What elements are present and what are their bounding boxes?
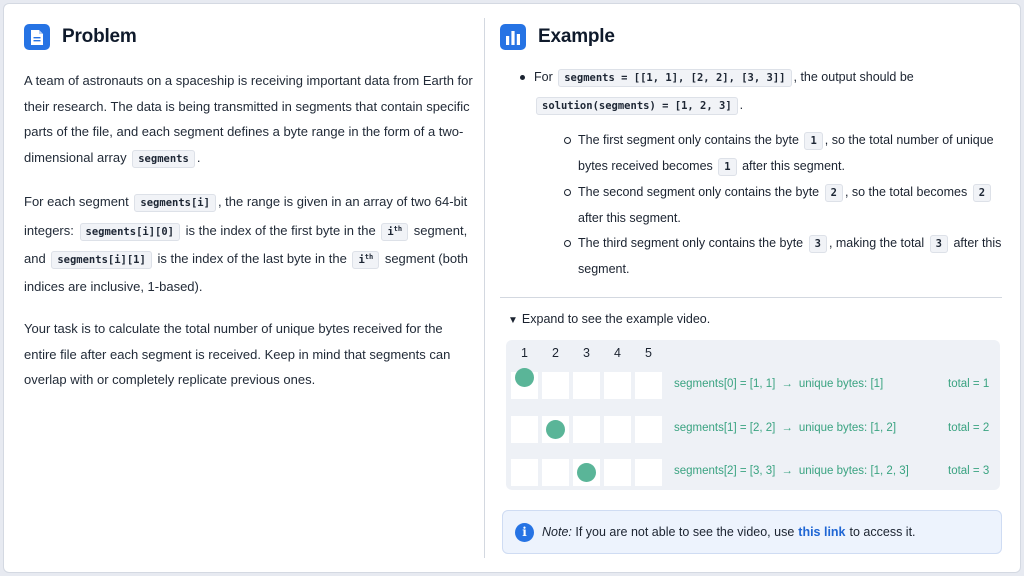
note-label: Note: — [542, 525, 572, 539]
example-pane — [500, 18, 1004, 282]
grid-cell — [635, 372, 662, 399]
grid-cell — [573, 416, 600, 443]
grid-cell — [604, 416, 631, 443]
arrow-right-icon: → — [781, 422, 793, 434]
code-byte: 3 — [809, 235, 827, 253]
grid-column-number: 1 — [521, 346, 528, 360]
grid-column-number: 2 — [552, 346, 559, 360]
subitem-text: The third segment only contains the byte — [578, 236, 804, 250]
page-frame — [3, 3, 1021, 573]
code-segments: segments — [132, 150, 195, 168]
code-total: 2 — [973, 184, 991, 202]
example-subitem — [500, 231, 1004, 282]
grid-cell — [604, 372, 631, 399]
problem-paragraph-3: Your task is to calculate the total number of unique bytes received for the entire file after each segment is received. Keep in mind that segments can overlap with or completely replicate previous ones. — [24, 321, 451, 387]
grid-column-number: 5 — [645, 346, 652, 360]
subitem-text: The first segment only contains the byte — [578, 133, 799, 147]
video-row-text — [674, 378, 883, 390]
code-byte: 2 — [825, 184, 843, 202]
paragraph-text: For each segment — [24, 194, 129, 209]
video-equals: = — [736, 465, 750, 477]
paragraph-text: , the range is given in an array of two 64-bit integers: — [24, 194, 468, 238]
subitem-text: , making the total — [828, 236, 925, 250]
subitem-text: after this segment. — [578, 236, 1002, 276]
paragraph-text: is the index of the first byte in the — [185, 222, 376, 238]
received-byte-dot — [546, 420, 565, 439]
video-row-text — [674, 422, 896, 434]
code-ith-sup: th — [393, 224, 403, 233]
video-note — [502, 510, 1002, 554]
example-sublist — [500, 128, 1004, 282]
video-equals: = — [736, 422, 750, 434]
video-range: [2, 2] — [749, 422, 776, 434]
code-example-input: segments = [[1, 1], [2, 2], [3, 3]] — [558, 69, 791, 87]
paragraph-text: A team of astronauts on a spaceship is receiving important data from Earth for their research. The data is being transmitted in segments that contain specific parts of the file, and each segment defines a byte range in the form of a two-dimensional array — [24, 73, 473, 165]
pane-divider — [484, 18, 485, 558]
paragraph-text: is the index of the last byte in the — [157, 251, 347, 266]
subitem-text: , so the total becomes — [844, 185, 968, 199]
code-ith — [352, 251, 379, 269]
video-segment-label: segments[0] — [674, 378, 737, 390]
paragraph-text: segment (both indices are inclusive, 1-based). — [24, 251, 468, 294]
example-title: Example — [538, 26, 615, 47]
paragraph-text: . — [196, 149, 201, 165]
example-text: For — [534, 70, 553, 84]
example-text: . — [739, 98, 744, 112]
video-total: total = 2 — [948, 422, 990, 434]
grid-cell — [542, 459, 569, 486]
problem-paragraph-1 — [24, 68, 474, 172]
code-ith-base: i — [358, 254, 365, 266]
note-text: If you are not able to see the video, use — [575, 525, 795, 539]
subitem-text: , so the total number of unique bytes received becomes — [578, 133, 994, 173]
grid-column-number: 3 — [583, 346, 590, 360]
code-byte: 1 — [804, 132, 822, 150]
received-byte-dot — [577, 463, 596, 482]
this-link[interactable]: this link — [798, 525, 846, 539]
code-ith — [381, 223, 408, 241]
code-segments-i-1: segments[i][1] — [51, 251, 152, 269]
grid-cell — [573, 372, 600, 399]
bar-chart-icon — [500, 24, 526, 50]
expand-label: Expand to see the example video. — [521, 312, 711, 326]
problem-title: Problem — [62, 26, 137, 47]
video-segment-label: segments[2] — [674, 465, 737, 477]
expand-video-toggle[interactable] — [508, 312, 710, 326]
grid-cell — [635, 416, 662, 443]
grid-column-number: 4 — [614, 346, 621, 360]
subitem-text: after this segment. — [742, 159, 845, 173]
info-icon: i — [515, 523, 534, 542]
note-text: to access it. — [849, 525, 916, 539]
subitem-text: The second segment only contains the byte — [578, 185, 820, 199]
code-segments-i: segments[i] — [134, 194, 216, 212]
paragraph-text: segment, and — [24, 222, 468, 266]
video-unique-bytes: unique bytes: [1] — [798, 378, 884, 390]
triangle-down-icon: ▼ — [508, 315, 518, 326]
video-equals: = — [736, 378, 750, 390]
arrow-right-icon: → — [781, 465, 793, 477]
example-subitem — [500, 128, 1004, 180]
grid-cell — [511, 459, 538, 486]
video-row-text — [674, 465, 909, 477]
document-icon — [24, 24, 50, 50]
example-text: , the output should be — [793, 70, 914, 84]
video-unique-bytes: unique bytes: [1, 2, 3] — [798, 465, 909, 477]
problem-header — [24, 18, 474, 56]
video-segment-label: segments[1] — [674, 422, 737, 434]
arrow-right-icon: → — [781, 378, 793, 390]
problem-pane — [24, 18, 474, 393]
video-range: [3, 3] — [749, 465, 776, 477]
grid-cell — [511, 416, 538, 443]
grid-cell — [604, 459, 631, 486]
grid-cell — [635, 459, 662, 486]
code-ith-base: i — [387, 225, 394, 238]
example-header — [500, 18, 1004, 56]
code-total: 1 — [718, 158, 736, 176]
grid-cell — [542, 372, 569, 399]
problem-paragraph-2 — [24, 189, 474, 299]
example-subitem — [500, 180, 1004, 231]
video-unique-bytes: unique bytes: [1, 2] — [798, 422, 897, 434]
example-video[interactable] — [506, 340, 1000, 490]
code-total: 3 — [930, 235, 948, 253]
video-range: [1, 1] — [749, 378, 776, 390]
subitem-text: after this segment. — [578, 211, 681, 225]
code-example-output: solution(segments) = [1, 2, 3] — [536, 97, 738, 115]
example-separator — [500, 297, 1002, 298]
code-segments-i-0: segments[i][0] — [80, 223, 181, 241]
video-total: total = 1 — [948, 378, 990, 390]
example-item — [500, 64, 1004, 120]
example-list — [500, 64, 1004, 120]
code-ith-sup: th — [364, 253, 374, 261]
video-total: total = 3 — [948, 465, 990, 477]
received-byte-dot — [515, 368, 534, 387]
